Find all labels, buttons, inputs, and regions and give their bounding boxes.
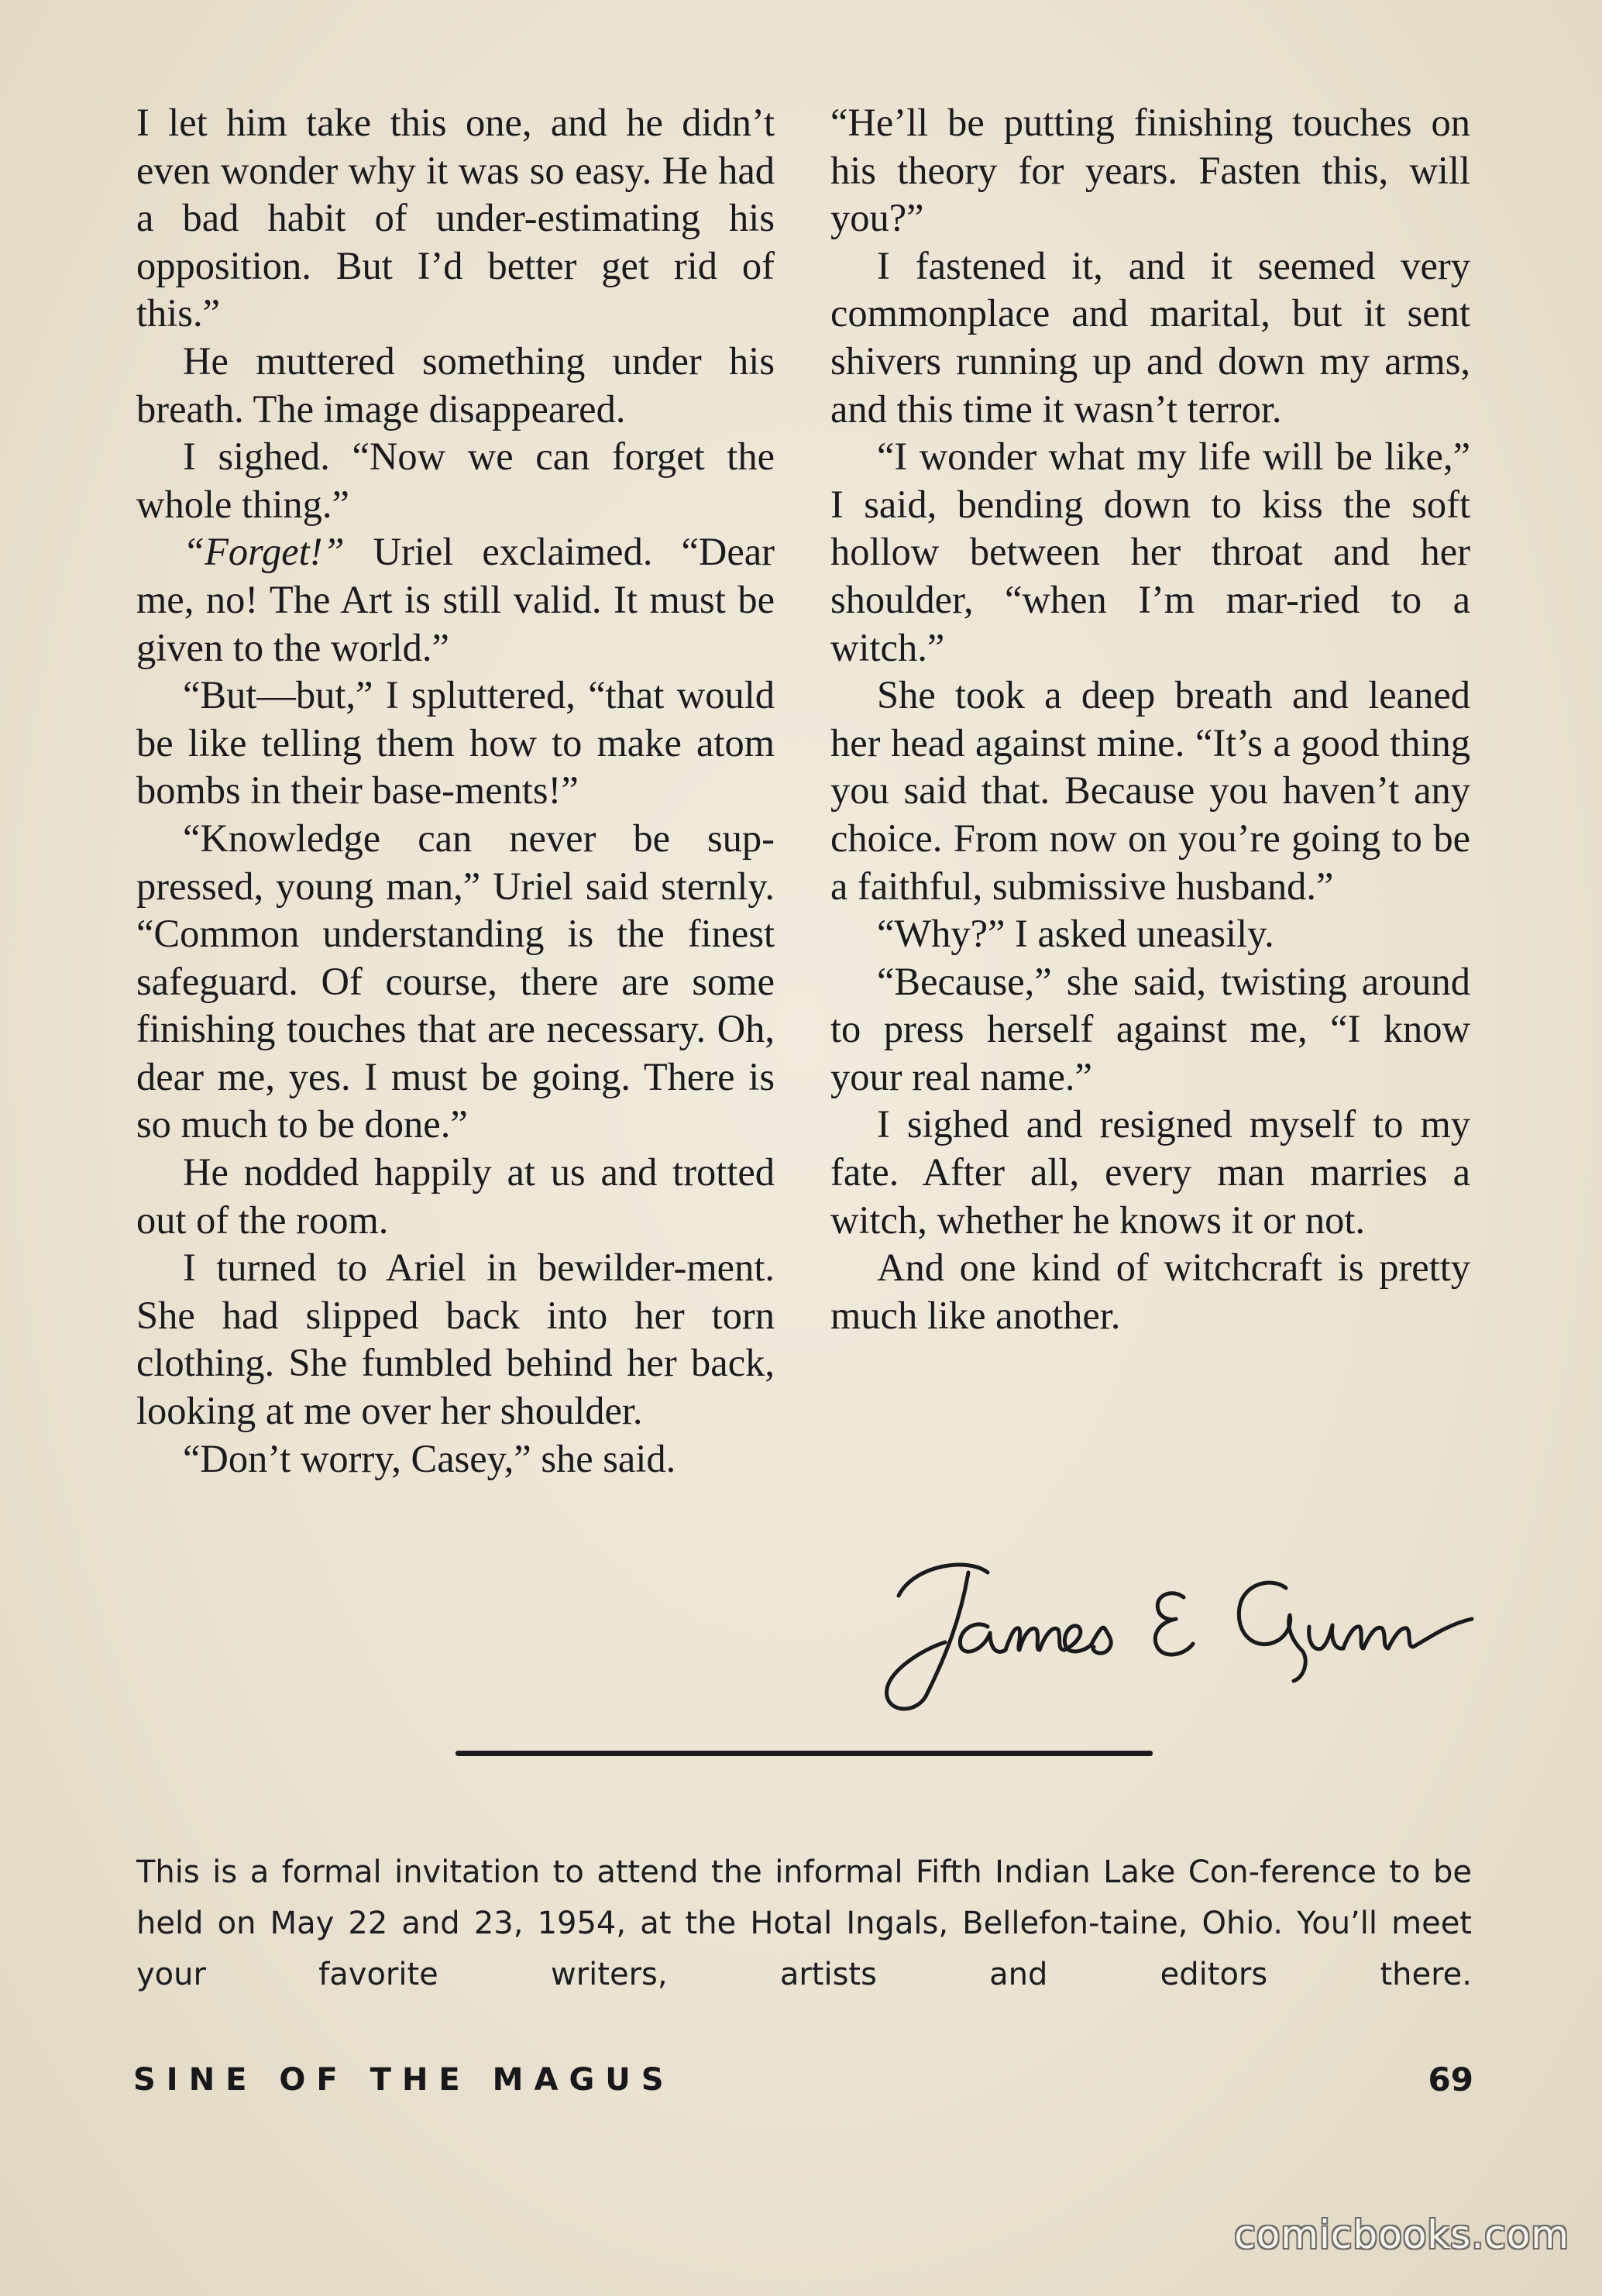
paragraph: She took a deep breath and leaned her head against mine. “It’s a good thing you said that. Because you haven’t any choice. From now on you’re going to be a faithful, submissive husband.” [830, 673, 1470, 908]
paragraph: “Because,” she said, twisting around to press herself against me, “I know your real name.” [830, 959, 1470, 1098]
author-signature [852, 1542, 1487, 1720]
paragraph: “I wonder what my life will be like,” I said, bending down to kiss the soft hollow between her throat and her shoulder, “when I’m mar-ried to a witch.” [830, 435, 1470, 669]
section-divider [456, 1751, 1153, 1756]
paragraph [136, 528, 775, 672]
paragraph: He nodded happily at us and trotted out of the room. [136, 1150, 775, 1242]
paragraph: “Why?” I asked uneasily. [877, 912, 1274, 956]
paragraph: “But—but,” I spluttered, “that would be like telling them how to make atom bombs in their base-ments!” [136, 673, 775, 813]
paragraph: He muttered something under his breath. The image disappeared. [136, 339, 775, 431]
emphasized-text: “Forget!” [183, 530, 345, 574]
left-text-column [136, 99, 775, 1483]
right-text-column [830, 99, 1470, 1339]
paragraph: I turned to Ariel in bewilder-ment. She had slipped back into her torn clothing. She fumbled behind her back, looking at me over her shoulder. [136, 1246, 775, 1433]
paragraph: I fastened it, and it seemed very commonplace and marital, but it sent shivers running up and down my arms, and this time it wasn’t terror. [830, 243, 1470, 431]
paragraph: And one kind of witchcraft is pretty much like another. [830, 1246, 1470, 1337]
paragraph: I sighed. “Now we can forget the whole thing.” [136, 435, 775, 526]
paragraph: “Don’t worry, Casey,” she said. [183, 1436, 676, 1480]
paragraph-text: Uriel exclaimed. “Dear me, no! The Art is still valid. It must be given to the world.” [136, 530, 775, 669]
paragraph: “He’ll be putting finishing touches on his theory for years. Fasten this, will you?” [830, 101, 1470, 240]
conference-notice: This is a formal invitation to attend the informal Fifth Indian Lake Con-ference to be held on May 22 and 23, 1954, at the Hotal Ingals, Bellefon-taine, Ohio. You’ll meet your favorite writers, artists and editors there. [136, 1854, 1472, 1992]
source-watermark: comicbooks.com [1234, 2212, 1569, 2257]
running-footer-title: SINE OF THE MAGUS [133, 2062, 675, 2098]
paragraph: I sighed and resigned myself to my fate. After all, every man marries a witch, whether he knows it or not. [830, 1102, 1470, 1242]
paragraph: “Knowledge can never be sup-pressed, young man,” Uriel said sternly. “Common understanding is the finest safeguard. Of course, there are some finishing touches that are necessary. Oh, dear me, yes. I must be going. There is so much to be done.” [136, 816, 775, 1146]
paragraph: I let him take this one, and he didn’t even wonder why it was so easy. He had a bad habit of under-estimating his opposition. But I’d better get rid of this.” [136, 101, 775, 335]
page-number: 69 [1428, 2061, 1473, 2098]
